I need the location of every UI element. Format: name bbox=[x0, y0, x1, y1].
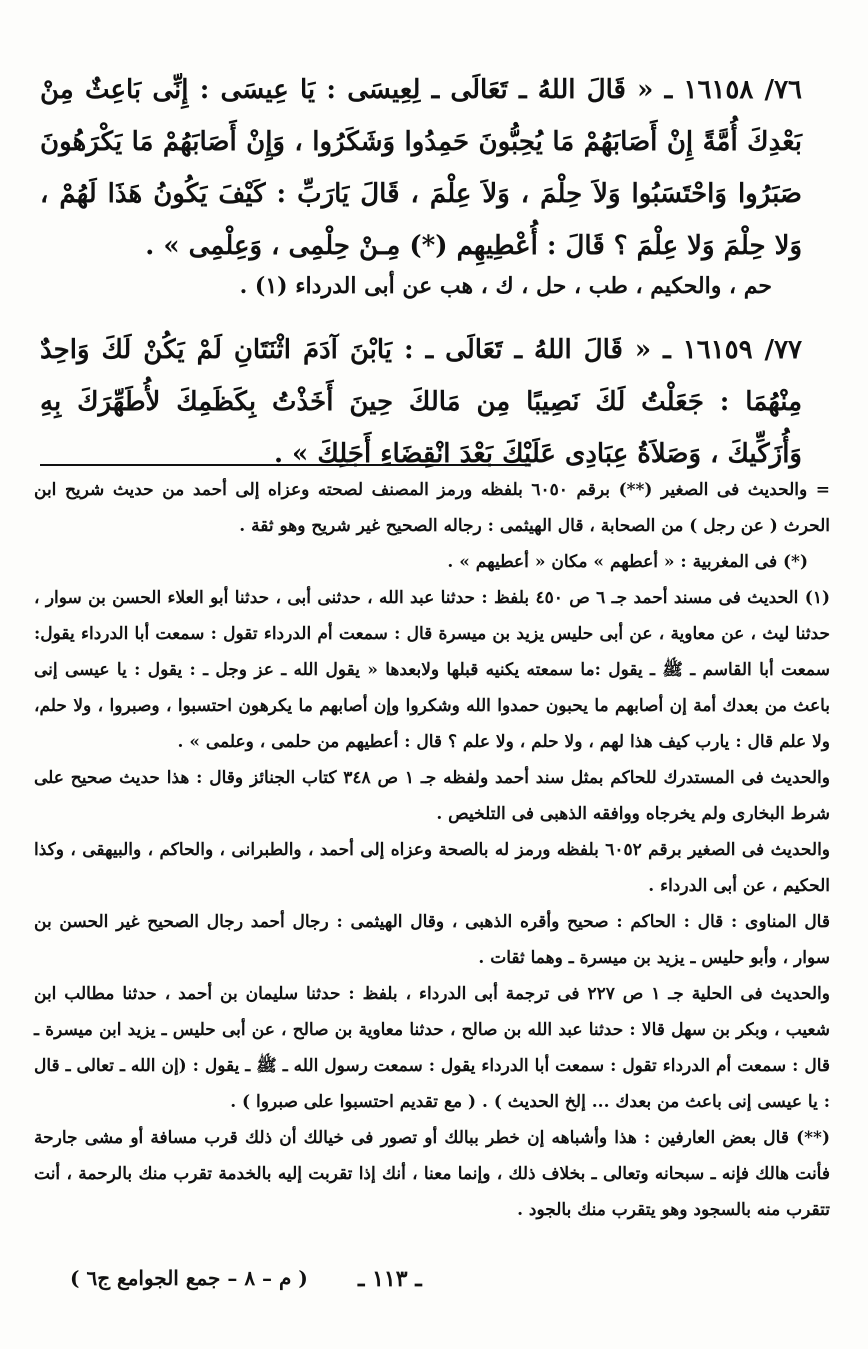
page-number: ـ ١١٣ ـ bbox=[358, 1266, 422, 1292]
footnote-continuation: = والحديث فى الصغير (**) برقم ٦٠٥٠ بلفظه ورمز المصنف لصحته وعزاه إلى أحمد من حديث شريح ابن الحرث ( عن رجل ) من الصحابة ، قال الهيثمى : رجاله الصحيح غير شريح وهو ثقة . bbox=[34, 480, 830, 536]
footnote-double-star: (**) قال بعض العارفين : هذا وأشباهه إن خطر ببالك أو تصور فى خيالك أن ذلك قرب مسافة أو مشى جارحة فأنت هالك فإنه ـ سبحانه وتعالى ـ بخلاف ذلك ، وإنما معنا ، أنك إذا تقربت إليه بالخدمة تقرب منك بالرحمة ، أنت تتقرب منه بالسجود وهو يتقرب منك بالجود . bbox=[34, 1128, 830, 1220]
footnote-1: (١) الحديث فى مسند أحمد جـ ٦ ص ٤٥٠ بلفظ : حدثنا عبد الله ، حدثنى أبى ، حدثنا أبو العلاء الحسن بن سوار ، حدثنا ليث ، عن معاوية ، عن أبى حليس يزيد بن ميسرة قال : سمعت أم الدرداء تقول : سمعت أبا الدرداء يقول: سمعت أبا القاسم ـ ﷺ ـ يقول :ما سمعته يكنيه قبلها ولابعدها « يقول الله ـ عز وجل ـ : يقول : يا عيسى إنى باعث من بعدك أمة إن أصابهم ما يحبون حمدوا الله وشكروا وإن أصابهم ما يكرهون احتسبوا ، وصبروا ، ولا حلم، ولا علم قال : يارب كيف هذا لهم ، ولا حلم ، ولا علم ؟ قال : أعطيهم من حلمى ، وعلمى » . bbox=[34, 588, 830, 752]
hadith-77 bbox=[40, 324, 802, 480]
hadith-text: ـ « قَالَ اللهُ ـ تَعَالَى ـ لِعِيسَى : يَا عِيسَى : إِنِّى بَاعِثٌ مِنْ بَعْدِكَ أُمَّةً إِنْ أَصَابَهُمْ مَا يُحِبُّونَ حَمِدُوا وَشَكَرُوا ، وَإِنْ أَصَابَهُمْ مَا يَكْرَهُونَ صَبَرُوا وَاحْتَسَبُوا وَلاَ حِلْمَ ، وَلاَ عِلْمَ ، قَالَ يَارَبِّ : كَيْفَ يَكُونُ هَذَا لَهُمْ ، وَلا حِلْمَ وَلا عِلْمَ ؟ قَالَ : أُعْطِيهِم (*) مِـنْ حِلْمِى ، وَعِلْمِى » . bbox=[40, 75, 802, 261]
footnote-divider bbox=[40, 464, 530, 466]
footnote-mustadrak: والحديث فى المستدرك للحاكم بمثل سند أحمد ولفظه جـ ١ ص ٣٤٨ كتاب الجنائز وقال : هذا حديث صحيح على شرط البخارى ولم يخرجاه ووافقه الذهبى فى التلخيص . bbox=[34, 768, 830, 824]
footnote-hilya: والحديث فى الحلية جـ ١ ص ٢٢٧ فى ترجمة أبى الدرداء ، بلفظ : حدثنا سليمان بن أحمد ، حدثنا مطالب ابن شعيب ، وبكر بن سهل قالا : حدثنا عبد الله بن صالح ، حدثنا معاوية بن صالح ، عن أبى حليس ـ يزيد ابن ميسرة ـ قال : سمعت أم الدرداء تقول : سمعت أبا الدرداء يقول : سمعت رسول الله ـ ﷺ ـ يقول : (إن الله ـ تعالى ـ قال : يا عيسى إنى باعث من بعدك ... إلخ الحديث ) . ( مع تقديم احتسبوا على صبروا ) . bbox=[34, 984, 830, 1112]
hadith-76 bbox=[40, 64, 802, 272]
footnotes bbox=[34, 472, 830, 1228]
volume-label: ( م – ٨ – جمع الجوامع ج٦ ) bbox=[70, 1266, 308, 1290]
hadith-number: ٧٧/ ١٦١٥٩ bbox=[682, 335, 802, 365]
footnote-saghir: والحديث فى الصغير برقم ٦٠٥٢ بلفظه ورمز له بالصحة وعزاه إلى أحمد ، والطبرانى ، والحاكم ، والبيهقى ، وكذا الحكيم ، عن أبى الدرداء . bbox=[34, 840, 831, 896]
footnote-munawi: قال المناوى : قال : الحاكم : صحيح وأقره الذهبى ، وقال الهيثمى : رجال أحمد رجال الصحيح غير الحسن بن سوار ، وأبو حليس ـ يزيد بن ميسرة ـ وهما ثقات . bbox=[34, 912, 830, 968]
hadith-number: ٧٦/ ١٦١٥٨ bbox=[683, 75, 802, 105]
hadith-text: ـ « قَالَ اللهُ ـ تَعَالَى ـ : يَابْنَ آدَمَ اثْنَتَانِ لَمْ يَكُنْ لَكَ وَاحِدٌ مِنْهُمَا : جَعَلْتُ لَكَ نَصِيبًا مِن مَالكَ حِينَ أَخَذْتُ بِكَظَمِكَ لأُطَهِّرَكَ بِهِ وَأُزَكِّيكَ ، وَصَلاَةُ عِبَادِى عَلَيْكَ بَعْدَ انْقِضَاءِ أَجَلِكَ » . bbox=[40, 335, 802, 469]
hadith-sources: حم ، والحكيم ، طب ، حل ، ك ، هب عن أبى الدرداء (١) . bbox=[239, 273, 772, 299]
footnote-variant: (*) فى المغربية : « أعطهم » مكان « أعطيهم » . bbox=[447, 552, 808, 572]
